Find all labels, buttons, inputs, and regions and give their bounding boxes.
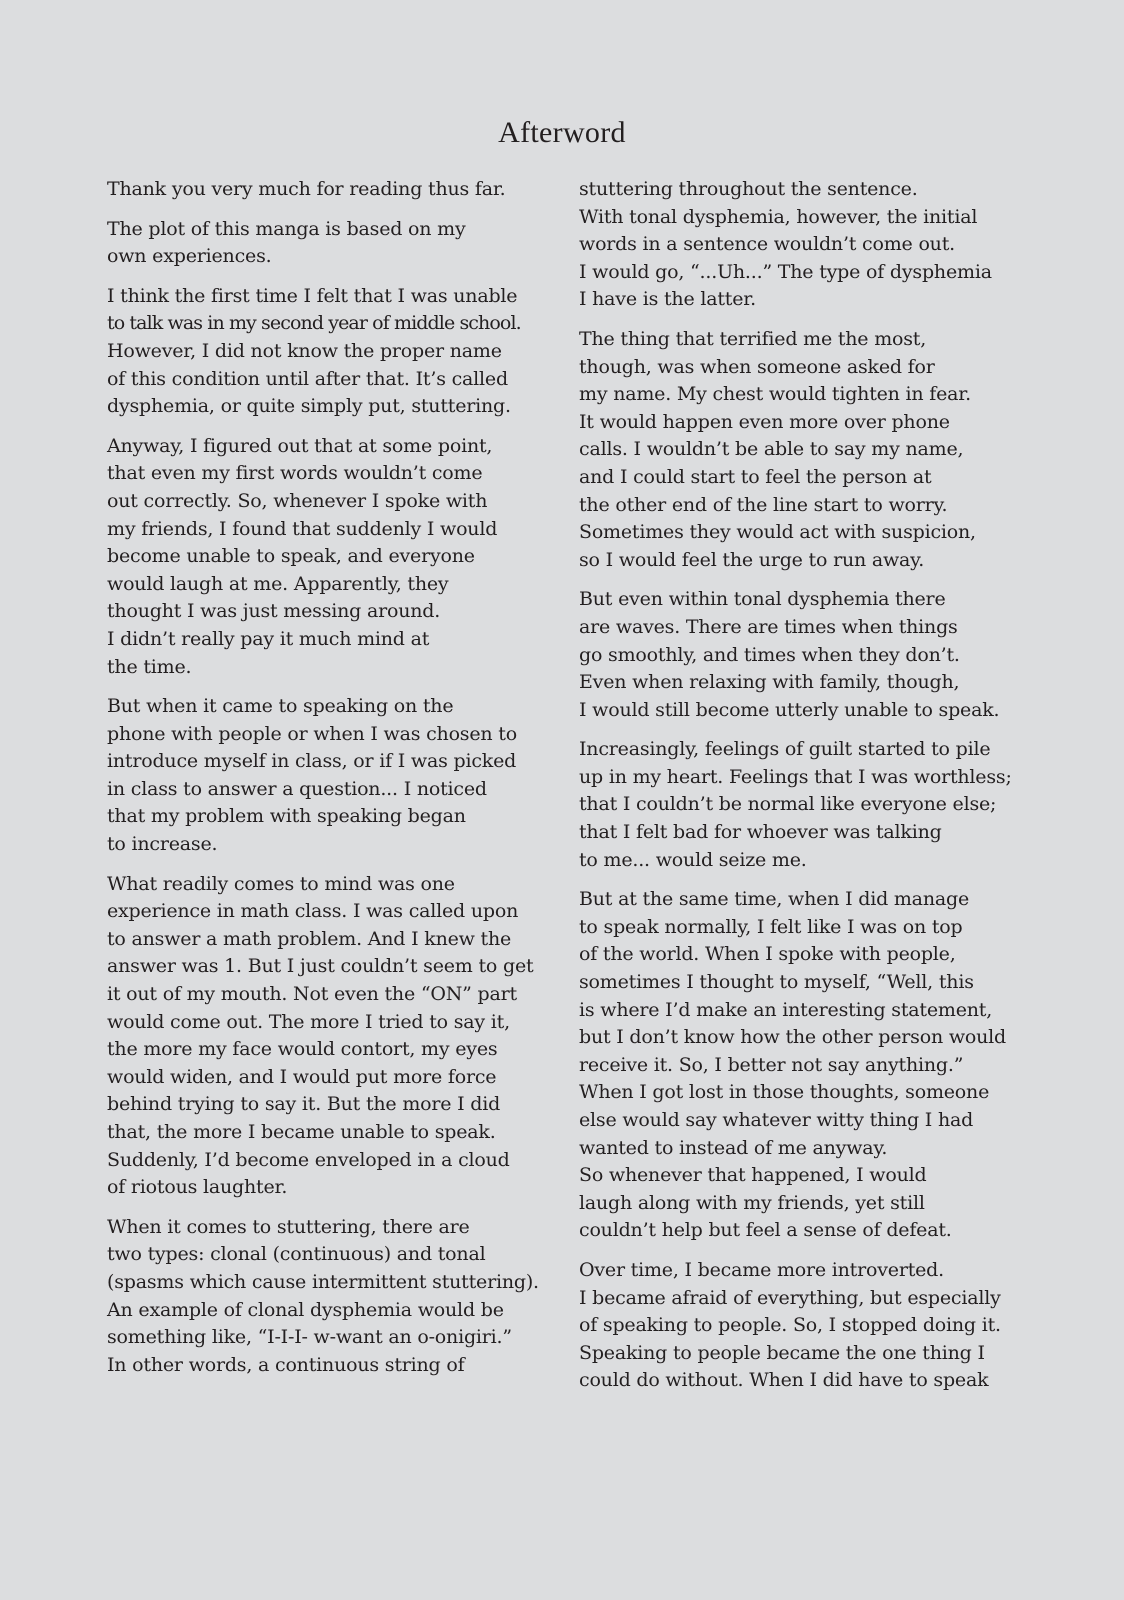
text-line: words in a sentence wouldn’t come out. <box>579 233 955 256</box>
text-line: of speaking to people. So, I stopped doing it. <box>579 1314 1001 1337</box>
text-line: However, I did not know the proper name <box>107 339 502 362</box>
text-line: become unable to speak, and everyone <box>107 545 475 568</box>
text-line: Anyway, I figured out that at some point, <box>107 434 493 457</box>
text-line: Over time, I became more introverted. <box>579 1258 944 1281</box>
text-line: it out of my mouth. Not even the “ON” part <box>107 983 517 1006</box>
text-line: but I don’t know how the other person would <box>579 1026 1007 1049</box>
text-line: introduce myself in class, or if I was picked <box>107 750 517 773</box>
text-line: in class to answer a question... I noticed <box>107 777 487 800</box>
text-line: thought I was just messing around. <box>107 600 441 623</box>
text-line: sometimes I thought to myself, “Well, this <box>579 971 974 994</box>
text-line: I became afraid of everything, but especially <box>579 1286 1001 1309</box>
paragraph <box>579 1257 1029 1395</box>
page-title: Afterword <box>498 116 626 149</box>
paragraph <box>579 886 1029 1245</box>
text-line: would laugh at me. Apparently, they <box>107 572 449 595</box>
left-text-column <box>107 176 557 1391</box>
text-line: the other end of the line start to worry. <box>579 493 948 516</box>
text-line: I would go, “...Uh...” The type of dysphemia <box>579 260 992 283</box>
text-line: I have is the latter. <box>579 288 756 311</box>
text-line: So whenever that happened, I would <box>579 1164 927 1187</box>
text-line: so I would feel the urge to run away. <box>579 548 925 571</box>
text-line: are waves. There are times when things <box>579 615 958 638</box>
paragraph <box>107 283 557 421</box>
text-line: to speak normally, I felt like I was on top <box>579 915 963 938</box>
text-line: of riotous laughter. <box>107 1176 288 1199</box>
text-line: When I got lost in those thoughts, someone <box>579 1081 990 1104</box>
paragraph <box>107 871 557 1202</box>
text-line: to answer a math problem. And I knew the <box>107 927 512 950</box>
text-line: up in my heart. Feelings that I was worthless; <box>579 765 1012 788</box>
text-line: But at the same time, when I did manage <box>579 888 969 911</box>
text-line: behind trying to say it. But the more I did <box>107 1093 501 1116</box>
paragraph <box>107 433 557 681</box>
text-line: Thank you very much for reading thus far. <box>107 178 506 200</box>
text-line: would widen, and I would put more force <box>107 1065 497 1088</box>
text-line: that I felt bad for whoever was talking <box>579 821 942 844</box>
text-line: my name. My chest would tighten in fear. <box>579 383 971 406</box>
text-line: wanted to instead of me anyway. <box>579 1136 888 1159</box>
text-line: couldn’t help but feel a sense of defeat. <box>579 1219 952 1242</box>
text-line: would come out. The more I tried to say it, <box>107 1010 510 1033</box>
text-line: Increasingly, feelings of guilt started to pile <box>579 738 991 761</box>
text-line: go smoothly, and times when they don’t. <box>579 643 960 666</box>
text-line: What readily comes to mind was one <box>107 872 455 895</box>
text-line: that, the more I became unable to speak. <box>107 1121 496 1143</box>
text-line: In other words, a continuous string of <box>107 1353 465 1376</box>
text-line: my friends, I found that suddenly I would <box>107 517 498 540</box>
text-line: phone with people or when I was chosen to <box>107 722 517 745</box>
text-line: answer was 1. But I just couldn’t seem to get <box>107 955 534 978</box>
text-line: An example of clonal dysphemia would be <box>107 1298 504 1321</box>
text-line: It would happen even more over phone <box>579 410 950 433</box>
text-line: two types: clonal (continuous) and tonal <box>107 1243 486 1266</box>
text-line: calls. I wouldn’t be able to say my name, <box>579 438 964 461</box>
text-line: Sometimes they would act with suspicion, <box>579 521 976 544</box>
text-line: of this condition until after that. It’s called <box>107 367 508 390</box>
text-line: But when it came to speaking on the <box>107 695 454 718</box>
text-line: When it comes to stuttering, there are <box>107 1215 470 1238</box>
paragraph <box>579 736 1029 874</box>
text-line: is where I’d make an interesting statement, <box>579 998 993 1021</box>
text-line: Suddenly, I’d become enveloped in a cloud <box>107 1148 510 1171</box>
text-line: that even my first words wouldn’t come <box>107 462 483 485</box>
text-line: of the world. When I spoke with people, <box>579 943 956 966</box>
text-line: could do without. When I did have to speak <box>579 1369 989 1392</box>
text-line: experience in math class. I was called upon <box>107 900 519 923</box>
text-line: to increase. <box>107 833 218 856</box>
text-line: (spasms which cause intermittent stuttering). <box>107 1270 539 1293</box>
text-line: dysphemia, or quite simply put, stuttering. <box>107 395 511 418</box>
text-line: stuttering throughout the sentence. <box>579 178 918 200</box>
text-line: though, was when someone asked for <box>579 355 935 378</box>
paragraph <box>579 326 1029 574</box>
text-line: receive it. So, I better not say anything.” <box>579 1053 964 1076</box>
text-line: I think the first time I felt that I was unable <box>107 284 518 307</box>
text-line: something like, “I-I-I- w-want an o-onigiri.” <box>107 1326 512 1349</box>
text-line: The plot of this manga is based on my <box>107 217 466 240</box>
text-line: The thing that terrified me the most, <box>579 327 927 350</box>
paragraph <box>107 216 557 271</box>
text-line: I didn’t really pay it much mind at <box>107 627 430 650</box>
text-line: to me... would seize me. <box>579 848 807 871</box>
text-line: to talk was in my second year of middle school. <box>107 312 521 335</box>
paragraph <box>107 693 557 859</box>
text-line: out correctly. So, whenever I spoke with <box>107 489 488 512</box>
text-line: else would say whatever witty thing I had <box>579 1109 974 1131</box>
text-line: the more my face would contort, my eyes <box>107 1038 498 1061</box>
text-line: own experiences. <box>107 245 272 268</box>
text-line: and I could start to feel the person at <box>579 465 932 488</box>
text-line: the time. <box>107 655 192 678</box>
text-line: that I couldn’t be normal like everyone else; <box>579 793 997 816</box>
text-line: Even when relaxing with family, though, <box>579 671 960 694</box>
text-line: laugh along with my friends, yet still <box>579 1191 925 1214</box>
paragraph <box>107 1214 557 1380</box>
text-line: I would still become utterly unable to speak. <box>579 698 1000 721</box>
text-line: But even within tonal dysphemia there <box>579 588 946 611</box>
text-line: With tonal dysphemia, however, the initial <box>579 205 978 228</box>
paragraph <box>579 586 1029 724</box>
text-line: Speaking to people became the one thing I <box>579 1341 985 1364</box>
right-text-column <box>579 176 1029 1407</box>
paragraph <box>107 176 557 204</box>
text-line: that my problem with speaking began <box>107 805 466 828</box>
paragraph <box>579 176 1029 314</box>
